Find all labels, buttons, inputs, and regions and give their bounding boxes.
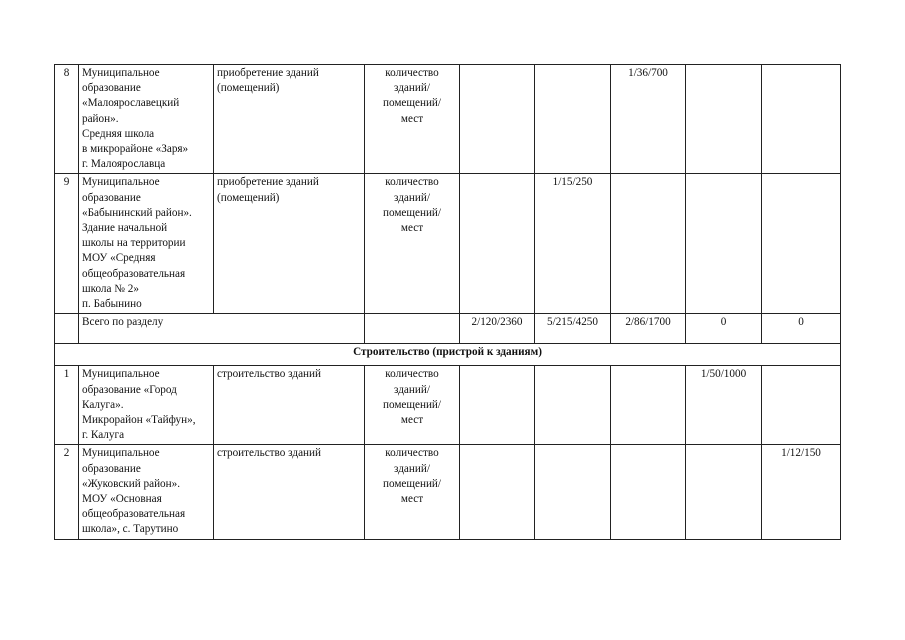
text-line: зданий/ [394,82,430,95]
text-line: Муниципальное [82,368,160,381]
total-value-cell: 0 [762,314,841,344]
text-line: «Бабынинский район». [82,206,192,219]
work-type-cell [214,445,365,539]
text-line: мест [400,414,424,427]
total-value-cell: 0 [686,314,762,344]
unit-cell [365,314,460,344]
total-value-cell: 5/215/4250 [535,314,611,344]
text-line: строительство зданий [217,447,321,460]
unit-cell [365,445,460,539]
program-table [54,64,841,540]
year-value-cell [686,445,762,539]
year-value-cell [460,174,535,314]
row-number: 8 [55,65,79,174]
year-value-cell: 1/12/150 [762,445,841,539]
text-line: количество [385,447,439,460]
year-value-cell [762,174,841,314]
year-value-cell [611,174,686,314]
text-line: МОУ «Средняя [82,252,156,265]
year-value-cell [460,445,535,539]
year-value-cell [535,366,611,445]
year-value-cell [762,366,841,445]
year-value-cell: 1/15/250 [535,174,611,314]
text-line: зданий/ [394,383,430,396]
object-name-cell [79,174,214,314]
table-row [55,174,841,314]
text-line: в микрорайоне «Заря» [82,143,189,156]
text-line: строительство зданий [217,368,321,381]
text-line: количество [385,368,439,381]
text-line: общеобразовательная [82,267,186,280]
year-value-cell [460,366,535,445]
text-line: мест [400,493,424,506]
text-line: Муниципальное [82,176,160,189]
text-line: помещений/ [382,97,442,110]
text-line: Средняя школа [82,127,155,140]
year-value-cell [460,65,535,174]
section-title: Строительство (пристрой к зданиям) [55,344,841,366]
text-line: район». [82,112,119,125]
text-line: мест [400,222,424,235]
text-line: (помещений) [217,82,280,95]
object-name-cell [79,445,214,539]
text-line: Муниципальное [82,67,160,79]
year-value-cell [535,445,611,539]
text-line: Здание начальной [82,222,168,235]
total-value-cell: 2/120/2360 [460,314,535,344]
unit-cell [365,174,460,314]
text-line: образование «Город [82,383,177,396]
table-row [55,445,841,539]
text-line: «Малоярославецкий [82,97,180,110]
text-line: Муниципальное [82,447,160,460]
text-line: количество [385,176,439,189]
text-line: помещений/ [382,206,442,219]
table-row [55,366,841,445]
text-line: общеобразовательная [82,508,186,521]
text-line: школа», с. Тарутино [82,523,179,536]
year-value-cell: 1/36/700 [611,65,686,174]
total-value-cell: 2/86/1700 [611,314,686,344]
table-row [55,65,841,174]
text-line: приобретение зданий [217,176,319,189]
text-line: г. Малоярославца [82,158,166,171]
object-name-cell [79,65,214,174]
year-value-cell [535,65,611,174]
text-line: помещений/ [382,398,442,411]
work-type-cell [214,174,365,314]
row-number: 1 [55,366,79,445]
text-line: МОУ «Основная [82,493,162,506]
row-number: 2 [55,445,79,539]
text-line: помещений/ [382,477,442,490]
text-line: мест [400,112,424,125]
year-value-cell [611,366,686,445]
text-line: п. Бабынино [82,298,142,311]
year-value-cell [686,65,762,174]
unit-cell [365,366,460,445]
year-value-cell [762,65,841,174]
object-name-cell [79,366,214,445]
row-number: 9 [55,174,79,314]
text-line: школы на территории [82,237,186,250]
text-line: зданий/ [394,191,430,204]
unit-cell [365,65,460,174]
text-line: Микрорайон «Тайфун», [82,414,196,427]
text-line: (помещений) [217,191,280,204]
text-line: г. Калуга [82,429,125,442]
text-line: «Жуковский район». [82,477,181,490]
text-line: образование [82,462,141,475]
work-type-cell [214,65,365,174]
text-line: зданий/ [394,462,430,475]
year-value-cell [686,174,762,314]
row-number [55,314,79,344]
year-value-cell [611,445,686,539]
text-line: количество [385,67,439,79]
total-row [55,314,841,344]
total-label: Всего по разделу [79,314,365,344]
section-row [55,344,841,366]
text-line: Калуга». [82,398,124,411]
text-line: приобретение зданий [217,67,319,79]
text-line: образование [82,82,141,95]
text-line: образование [82,191,141,204]
table-body [55,65,841,540]
year-value-cell: 1/50/1000 [686,366,762,445]
work-type-cell [214,366,365,445]
text-line: школа № 2» [82,282,139,295]
